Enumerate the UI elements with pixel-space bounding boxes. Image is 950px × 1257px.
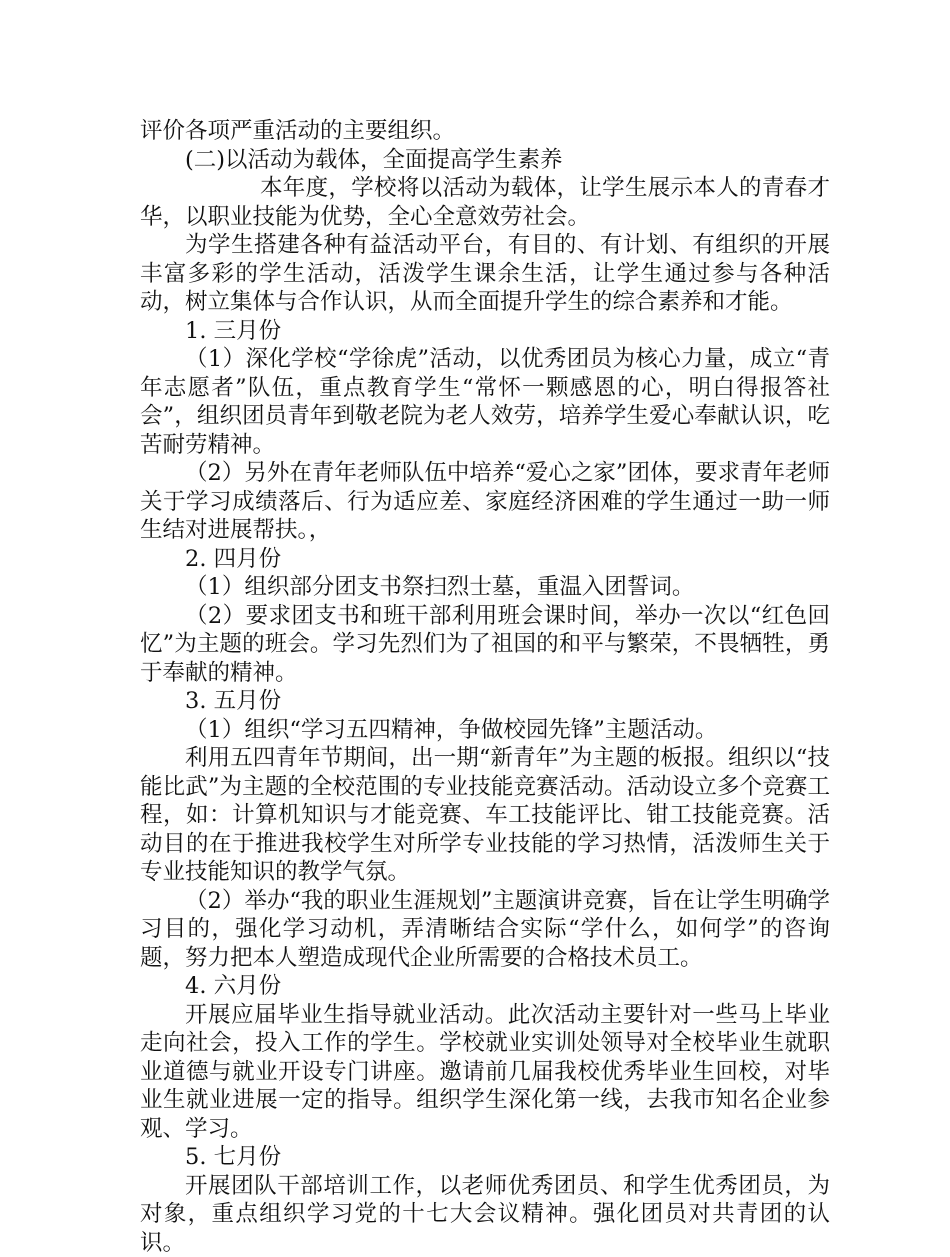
paragraph-may-1: （1）组织“学习五四精神，争做校园先锋”主题活动。 xyxy=(140,716,830,745)
heading-march: 1. 三月份 xyxy=(140,317,830,346)
heading-may: 3. 五月份 xyxy=(140,687,830,716)
paragraph-july: 开展团队干部培训工作，以老师优秀团员、和学生优秀团员，为对象，重点组织学习党的十七大会议精神。强化团员对共青团的认识。 xyxy=(140,1172,830,1257)
paragraph-june: 开展应届毕业生指导就业活动。此次活动主要针对一些马上毕业走向社会，投入工作的学生。学校就业实训处领导对全校毕业生就职业道德与就业开设专门讲座。邀请前几届我校优秀毕业生回校，对毕业生就业进展一定的指导。组织学生深化第一线，去我市知名企业参观、学习。 xyxy=(140,1001,830,1144)
paragraph-may-2: （2）举办“我的职业生涯规划”主题演讲竞赛，旨在让学生明确学习目的，强化学习动机，弄清晰结合实际“学什么，如何学”的咨询题，努力把本人塑造成现代企业所需要的合格技术员工。 xyxy=(140,887,830,973)
section-heading-activities: (二)以活动为载体，全面提高学生素养 xyxy=(140,146,830,175)
heading-april: 2. 四月份 xyxy=(140,545,830,574)
document-body xyxy=(140,117,830,1257)
heading-july: 5. 七月份 xyxy=(140,1143,830,1172)
paragraph-april-1: （1）组织部分团支书祭扫烈士墓，重温入团誓词。 xyxy=(140,573,830,602)
paragraph-annual-goal: 本年度，学校将以活动为载体，让学生展示本人的青春才华，以职业技能为优势，全心全意效劳社会。 xyxy=(140,174,830,231)
paragraph-march-1: （1）深化学校“学徐虎”活动，以优秀团员为核心力量，成立“青年志愿者”队伍，重点教育学生“常怀一颗感恩的心，明白得报答社会”，组织团员青年到敬老院为老人效劳，培养学生爱心奉献认识，吃苦耐劳精神。 xyxy=(140,345,830,459)
heading-june: 4. 六月份 xyxy=(140,972,830,1001)
paragraph-march-2: （2）另外在青年老师队伍中培养“爱心之家”团体，要求青年老师关于学习成绩落后、行为适应差、家庭经济困难的学生通过一助一师生结对进展帮扶。， xyxy=(140,459,830,545)
paragraph-may-board: 利用五四青年节期间，出一期“新青年”为主题的板报。组织以“技能比武”为主题的全校范围的专业技能竞赛活动。活动设立多个竞赛工程，如：计算机知识与才能竞赛、车工技能评比、钳工技能竞赛。活动目的在于推进我校学生对所学专业技能的学习热情，活泼师生关于专业技能知识的教学气氛。 xyxy=(140,744,830,887)
paragraph-april-2: （2）要求团支书和班干部利用班会课时间，举办一次以“红色回忆”为主题的班会。学习先烈们为了祖国的和平与繁荣，不畏牺牲，勇于奉献的精神。 xyxy=(140,602,830,688)
paragraph-platform: 为学生搭建各种有益活动平台，有目的、有计划、有组织的开展丰富多彩的学生活动，活泼学生课余生活，让学生通过参与各种活动，树立集体与合作认识，从而全面提升学生的综合素养和才能。 xyxy=(140,231,830,317)
paragraph-intro-continuation: 评价各项严重活动的主要组织。 xyxy=(140,117,830,146)
